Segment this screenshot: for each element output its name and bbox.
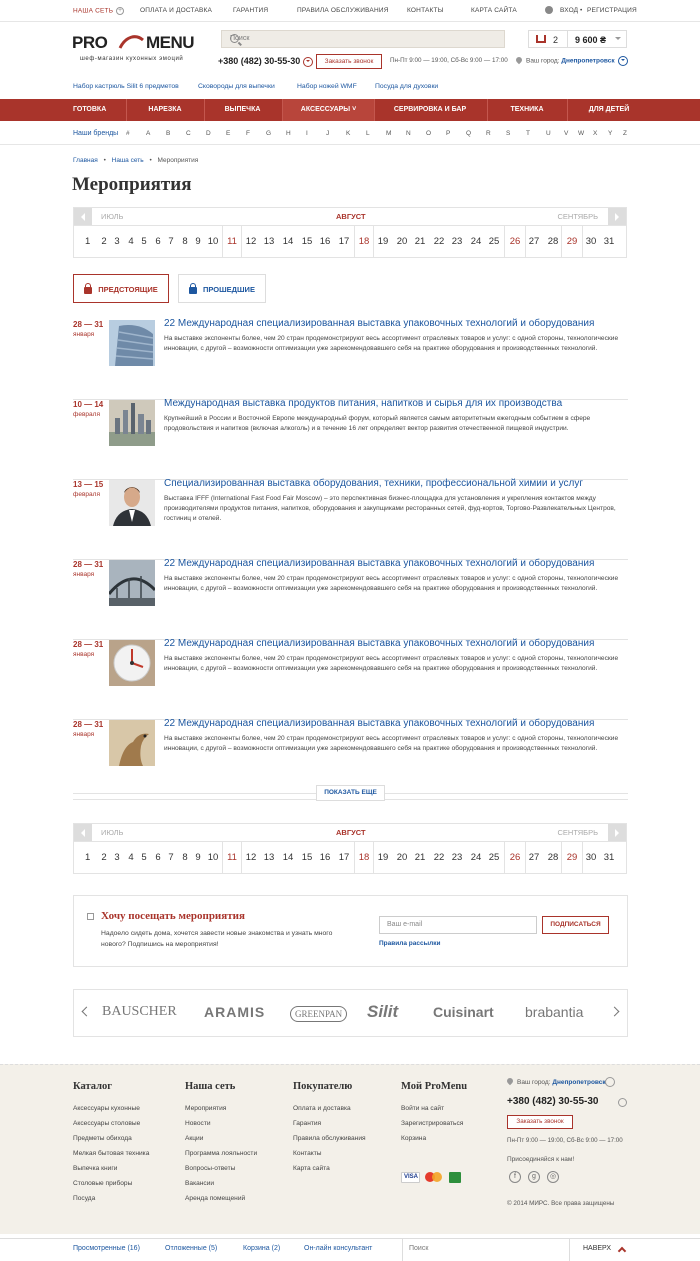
footer-link[interactable]: Акции [185,1135,204,1142]
day-16[interactable]: 16 [319,236,331,247]
day-25[interactable]: 25 [488,236,500,247]
our-brands-link[interactable]: Наши бренды [73,130,119,137]
brand-letter[interactable]: L [366,130,370,137]
privatbank-icon [449,1172,461,1183]
brand-logo-brabantia[interactable]: brabantia [525,1004,584,1020]
footer-link[interactable]: Предметы обихода [73,1135,132,1142]
footer-link[interactable]: Мероприятия [185,1105,227,1112]
day-16[interactable]: 16 [319,852,331,863]
event-image-clock[interactable] [109,640,155,686]
day-26[interactable]: 26 [504,842,526,874]
event-title[interactable]: 22 Международная специализированная выставка упаковочных технологий и оборудования [164,638,595,649]
day-5[interactable]: 5 [141,236,147,247]
day-24[interactable]: 24 [470,236,482,247]
day-3[interactable]: 3 [114,852,120,863]
day-15[interactable]: 15 [301,236,313,247]
nav-item-slicing[interactable]: НАРЕЗКА [148,106,182,113]
day-31[interactable]: 31 [603,852,615,863]
footer-link[interactable]: Мелкая бытовая техника [73,1150,150,1157]
footer-link[interactable]: Новости [185,1120,211,1127]
day-18[interactable]: 18 [354,842,374,874]
footer-network [185,1081,257,1206]
brand-letter[interactable]: N [406,130,411,137]
event-image-city[interactable] [109,400,155,446]
footer-city-selector[interactable]: Ваш город: Днепропетровск [507,1078,606,1086]
chevron-left-icon[interactable] [82,1007,92,1017]
day-14[interactable]: 14 [282,852,294,863]
breadcrumb-home[interactable]: Главная [73,157,98,164]
prev-month[interactable]: ИЮЛЬ [101,828,124,837]
day-6[interactable]: 6 [155,236,161,247]
day-12[interactable]: 12 [245,852,257,863]
show-more-button[interactable]: ПОКАЗАТЬ ЕЩЕ [316,785,385,801]
our-network-link[interactable]: НАША СЕТЬ + [73,7,123,15]
chevron-right-icon[interactable] [608,208,626,225]
day-6[interactable]: 6 [155,852,161,863]
brand-letter[interactable]: R [486,130,491,137]
brand-letter[interactable]: A [146,130,151,137]
day-11[interactable]: 11 [222,226,242,258]
payment-link[interactable]: ОПЛАТА И ДОСТАВКА [140,7,213,14]
day-4[interactable]: 4 [128,852,134,863]
event-title[interactable]: 22 Международная специализированная выставка упаковочных технологий и оборудования [164,318,595,329]
google-plus-icon[interactable]: g [528,1171,540,1183]
footer-link[interactable]: Оплата и доставка [293,1105,351,1112]
event-title[interactable]: 22 Международная специализированная выставка упаковочных технологий и оборудования [164,718,595,729]
day-19[interactable]: 19 [377,236,389,247]
chevron-left-icon[interactable] [74,208,92,225]
day-9[interactable]: 9 [195,236,201,247]
event-item [73,480,628,560]
brand-letter[interactable]: T [526,130,530,137]
top-bar: НАША СЕТЬ + ОПЛАТА И ДОСТАВКА ГАРАНТИЯ ПРАВИЛА ОБСЛУЖИВАНИЯ КОНТАКТЫ КАРТА САЙТА ВХОД • РЕГИСТРАЦИЯ [0,0,700,22]
current-month: АВГУСТ [336,828,366,837]
day-28[interactable]: 28 [547,852,559,863]
tab-past[interactable]: ПРОШЕДШИЕ [178,274,266,303]
event-date: 28 — 31 [73,640,104,649]
day-30[interactable]: 30 [585,852,597,863]
event-image-building[interactable] [109,320,155,366]
working-hours: Пн-Пт 9:00 — 19:00, Сб-Вс 9:00 — 17:00 [390,57,508,64]
logo-swoosh-icon [118,34,144,52]
calendar-top [73,207,627,258]
day-4[interactable]: 4 [128,236,134,247]
subscribe-title: Хочу посещать мероприятия [101,910,245,922]
brand-letter[interactable]: B [166,130,171,137]
brand-letter[interactable]: W [578,130,585,137]
footer-heading: Мой ProMenu [401,1081,468,1092]
logo-left: PRO [72,33,108,52]
event-description: На выставке экспоненты более, чем 20 стран продемонстрируют весь ассортимент отраслевых товаров и услуг: с одной стороны, технологические инновации, с другой – возможности оптимизации уже зарекомендовавшего себя на практике оборудования и производственных технологий. [164,735,619,752]
footer-link[interactable]: Войти на сайт [401,1105,445,1112]
day-28[interactable]: 28 [547,236,559,247]
day-10[interactable]: 10 [207,236,219,247]
day-22[interactable]: 22 [433,236,445,247]
register-link[interactable]: РЕГИСТРАЦИЯ [587,7,637,14]
location-pin-icon [506,1077,514,1085]
brand-carousel [73,989,628,1037]
cart-sum: 9 600 ₴ [575,35,607,45]
mailing-rules-link[interactable]: Правила рассылки [379,940,441,947]
page-title: Мероприятия [72,174,192,195]
event-date: 28 — 31 [73,320,104,329]
logo-right: MENU [146,33,195,52]
event-date: 10 — 14 [73,400,104,409]
brand-letter[interactable]: F [246,130,250,137]
footer-my-promenu [401,1081,467,1146]
day-10[interactable]: 10 [207,852,219,863]
day-14[interactable]: 14 [282,236,294,247]
event-title[interactable]: 22 Международная специализированная выставка упаковочных технологий и оборудования [164,558,595,569]
event-title[interactable]: Международная выставка продуктов питания, напитков и сырья для их производства [164,398,563,409]
plus-icon: + [118,7,123,14]
event-description: На выставке экспоненты более, чем 20 стран продемонстрируют весь ассортимент отраслевых товаров и услуг: с одной стороны, технологические инновации, с другой – возможности оптимизации уже зарекомендовавшего себя на практике оборудования и производственных технологий. [164,575,619,592]
brand-letter[interactable]: Y [608,130,613,137]
footer-heading: Каталог [73,1081,112,1092]
subscribe-button[interactable]: ПОДПИСАТЬСЯ [542,916,609,934]
lock-icon [189,287,197,294]
brand-letter[interactable]: O [426,130,432,137]
contacts-link[interactable]: КОНТАКТЫ [407,7,444,14]
event-month: января [73,731,95,738]
chevron-down-icon [615,37,621,43]
nav-item-serving[interactable]: СЕРВИРОВКА И БАР [393,106,467,113]
quick-link[interactable]: Набор кастрюль Silit 6 предметов [73,83,179,90]
brand-letter[interactable]: J [326,130,330,137]
day-29[interactable]: 29 [561,842,583,874]
bottom-bar [0,1238,700,1260]
warranty-link[interactable]: ГАРАНТИЯ [233,7,269,14]
location-pin-icon [515,55,523,63]
login-link[interactable]: ВХОД [560,7,579,14]
bottom-cart-link[interactable]: Корзина (2) [243,1245,281,1252]
day-11[interactable]: 11 [222,842,242,874]
event-description: Выставка IFFF (International Fast Food Fair Moscow) – это перспективная бизнес-площадка для установления и укрепления контактов между производителями продуктов питания, напитков, оборудования и закупщиками ресторанных сетей, фуд-кортов, Торгово-Развлекательных Центров, гостиниц и отелей. [164,495,616,522]
day-2[interactable]: 2 [101,852,107,863]
brand-letter[interactable]: # [126,130,130,137]
brand-letter[interactable]: U [546,130,551,137]
day-7[interactable]: 7 [168,852,174,863]
day-22[interactable]: 22 [433,852,445,863]
lock-icon [84,287,92,294]
logo-tagline: шеф-магазин кухонных эмоций [80,56,184,62]
event-image-man[interactable] [109,480,155,526]
chevron-down-icon[interactable] [618,1098,627,1107]
chevron-up-icon[interactable] [618,1247,626,1255]
day-18[interactable]: 18 [354,226,374,258]
city-selector[interactable]: Ваш город: Днепропетровск [516,56,628,66]
calendar-bottom [73,823,627,874]
instagram-icon[interactable]: ◎ [547,1171,559,1183]
footer-heading: Покупателю [293,1081,353,1092]
day-8[interactable]: 8 [182,236,188,247]
online-consultant-link[interactable]: Он-лайн консультант [304,1245,373,1252]
day-17[interactable]: 17 [338,236,350,247]
day-27[interactable]: 27 [528,852,540,863]
day-2[interactable]: 2 [101,236,107,247]
join-us-label: Присоединяйся к нам! [507,1156,575,1163]
day-23[interactable]: 23 [451,236,463,247]
event-date: 28 — 31 [73,560,104,569]
brand-letter[interactable]: H [286,130,291,137]
brand-letter[interactable]: X [593,130,598,137]
search-input[interactable]: Поиск [221,30,505,48]
footer-buyer [293,1081,366,1176]
header-phone: +380 (482) 30-55-30 [218,56,313,67]
chevron-down-icon[interactable] [605,1077,615,1087]
event-description: На выставке экспоненты более, чем 20 стран продемонстрируют весь ассортимент отраслевых товаров и услуг: с одной стороны, технологические инновации, с другой – возможности оптимизации уже зарекомендовавшего себя на практике оборудования и производственных технологий. [164,655,619,672]
day-9[interactable]: 9 [195,852,201,863]
chevron-down-icon[interactable] [618,56,628,66]
brand-letter[interactable]: Z [623,130,627,137]
event-title[interactable]: Специализированная выставка оборудования, техники, профессиональной химии и услуг [164,478,583,489]
cart-icon [536,35,546,43]
brand-letter[interactable]: S [506,130,511,137]
event-month: февраля [73,411,100,418]
footer-link[interactable]: Аксессуары кухонные [73,1105,140,1112]
event-date: 13 — 15 [73,480,104,489]
brands-alphabet [0,122,700,145]
event-month: января [73,571,95,578]
nav-item-cooking[interactable]: ГОТОВКА [73,106,107,113]
footer-link[interactable]: Карта сайта [293,1165,330,1172]
logo[interactable] [72,33,207,63]
footer-callback-button[interactable]: Заказать звонок [507,1115,573,1129]
day-30[interactable]: 30 [585,236,597,247]
brand-logo-cuisinart[interactable]: Cuisinart [433,1004,494,1020]
event-month: февраля [73,491,100,498]
day-31[interactable]: 31 [603,236,615,247]
user-icon [545,6,553,14]
day-5[interactable]: 5 [141,852,147,863]
event-image-bird[interactable] [109,720,155,766]
day-1[interactable]: 1 [85,852,91,863]
next-month[interactable]: СЕНТЯБРЬ [557,212,598,221]
day-15[interactable]: 15 [301,852,313,863]
visa-icon: VISA [401,1172,420,1183]
subscribe-text: Надоело сидеть дома, хочется завести новые знакомства и узнать много нового? Подпишись на мероприятия! [101,930,333,948]
callback-button[interactable]: Заказать звонок [316,54,382,69]
footer-catalog [73,1081,149,1206]
footer-link[interactable]: Аренда помещений [185,1195,246,1202]
breadcrumb: Главная • Наша сеть • Мероприятия [73,157,199,164]
viewed-link[interactable]: Просмотренные (16) [73,1245,140,1252]
mastercard-icon [424,1172,443,1183]
footer-link[interactable]: Вакансии [185,1180,215,1187]
brand-logo-greenpan[interactable]: GREENPAN [290,1006,347,1022]
bottom-search-input[interactable]: Поиск [402,1239,570,1261]
footer-link[interactable]: Столовые приборы [73,1180,133,1187]
event-image-bridge[interactable] [109,560,155,606]
event-month: января [73,651,95,658]
nav-item-kids[interactable]: ДЛЯ ДЕТЕЙ [588,106,630,113]
event-description: На выставке экспоненты более, чем 20 стран продемонстрируют весь ассортимент отраслевых товаров и услуг: с одной стороны, технологические инновации, с другой – возможности оптимизации уже зарекомендовавшего себя на практике оборудования и производственных технологий. [164,335,619,352]
rules-link[interactable]: ПРАВИЛА ОБСЛУЖИВАНИЯ [297,7,389,14]
footer-link[interactable]: Правила обслуживания [293,1135,366,1142]
brand-letter[interactable]: E [226,130,231,137]
tab-upcoming[interactable]: ПРЕДСТОЯЩИЕ [73,274,169,303]
brand-letter[interactable]: V [564,130,569,137]
postponed-link[interactable]: Отложенные (5) [165,1245,218,1252]
quick-link[interactable]: Посуда для духовки [375,83,439,90]
brand-logo-aramis[interactable]: ARAMIS [204,1004,266,1020]
nav-item-accessories[interactable]: АКСЕССУАРЫ ˅ [283,99,374,121]
copyright: © 2014 МИРС. Все права защищены [507,1200,615,1207]
footer-link[interactable]: Зарегистрироваться [401,1120,464,1127]
day-3[interactable]: 3 [114,236,120,247]
chevron-right-icon[interactable] [610,1007,620,1017]
chevron-down-icon[interactable] [303,57,313,67]
day-20[interactable]: 20 [396,236,408,247]
quick-link[interactable]: Набор ножей WMF [297,83,357,90]
footer-link[interactable]: Посуда [73,1195,96,1202]
brand-letter[interactable]: K [346,130,351,137]
day-27[interactable]: 27 [528,236,540,247]
main-nav [0,99,700,121]
brand-letter[interactable]: Q [466,130,472,137]
day-23[interactable]: 23 [451,852,463,863]
event-description: Крупнейший в России и Восточной Европе международный форум, который является самым авторитетным ежегодным событием в сфере продовольствия и напитков (включая алкоголь) и в течение 16 лет определяет вектор развития отечественной пищевой индустрии. [164,415,591,432]
footer-heading: Наша сеть [185,1081,236,1092]
chevron-left-icon[interactable] [74,824,92,841]
day-19[interactable]: 19 [377,852,389,863]
subscribe-box [73,895,628,967]
day-17[interactable]: 17 [338,852,350,863]
day-24[interactable]: 24 [470,852,482,863]
event-date: 28 — 31 [73,720,104,729]
event-item [73,640,628,720]
calendar-days [74,225,626,258]
day-20[interactable]: 20 [396,852,408,863]
footer-phone: +380 (482) 30-55-30 [507,1096,598,1107]
day-8[interactable]: 8 [182,852,188,863]
brand-letter[interactable]: M [386,130,392,137]
day-21[interactable]: 21 [414,236,426,247]
day-21[interactable]: 21 [414,852,426,863]
day-1[interactable]: 1 [85,236,91,247]
footer-link[interactable]: Программа лояльности [185,1150,258,1157]
calendar-days [74,841,626,874]
breadcrumb-current: Мероприятия [157,157,199,164]
day-13[interactable]: 13 [263,852,275,863]
footer-link[interactable]: Аксессуары столовые [73,1120,141,1127]
cart-widget[interactable] [528,30,627,48]
footer-link[interactable]: Выпечка книги [73,1165,118,1172]
event-item [73,320,628,400]
footer-link[interactable]: Вопросы-ответы [185,1165,236,1172]
subscribe-checkbox[interactable] [87,913,94,920]
facebook-icon[interactable]: f [509,1171,521,1183]
day-12[interactable]: 12 [245,236,257,247]
nav-item-baking[interactable]: ВЫПЕЧКА [224,106,261,113]
brand-letter[interactable]: G [266,130,272,137]
brand-letter[interactable]: D [206,130,211,137]
brand-logo-silit[interactable]: Silit [367,1002,399,1021]
brand-letter[interactable]: I [306,130,308,137]
brand-letter[interactable]: P [446,130,451,137]
event-item [73,400,628,480]
social-links [509,1171,566,1183]
scroll-up-button[interactable]: НАВЕРХ [583,1245,612,1252]
nav-item-appliances[interactable]: ТЕХНИКА [510,106,544,113]
footer-hours: Пн-Пт 9:00 — 19:00, Сб-Вс 9:00 — 17:00 [507,1137,623,1144]
sitemap-link[interactable]: КАРТА САЙТА [471,7,517,14]
cart-count: 2 [553,35,559,45]
prev-month[interactable]: ИЮЛЬ [101,212,124,221]
day-25[interactable]: 25 [488,852,500,863]
current-month: АВГУСТ [336,212,366,221]
brand-logo-bauscher[interactable]: BAUSCHER [102,1004,177,1019]
footer-link[interactable]: Гарантия [293,1120,322,1127]
chevron-right-icon[interactable] [608,824,626,841]
footer-link[interactable]: Контакты [293,1150,322,1157]
day-26[interactable]: 26 [504,226,526,258]
next-month[interactable]: СЕНТЯБРЬ [557,828,598,837]
brand-letter[interactable]: C [186,130,191,137]
email-field[interactable]: Ваш e-mail [379,916,537,934]
event-month: января [73,331,95,338]
day-29[interactable]: 29 [561,226,583,258]
footer-link[interactable]: Корзина [401,1135,427,1142]
event-item [73,560,628,640]
day-13[interactable]: 13 [263,236,275,247]
search-icon[interactable] [230,34,239,43]
quick-link[interactable]: Сковороды для выпечки [198,83,275,90]
breadcrumb-net[interactable]: Наша сеть [111,157,144,164]
day-7[interactable]: 7 [168,236,174,247]
